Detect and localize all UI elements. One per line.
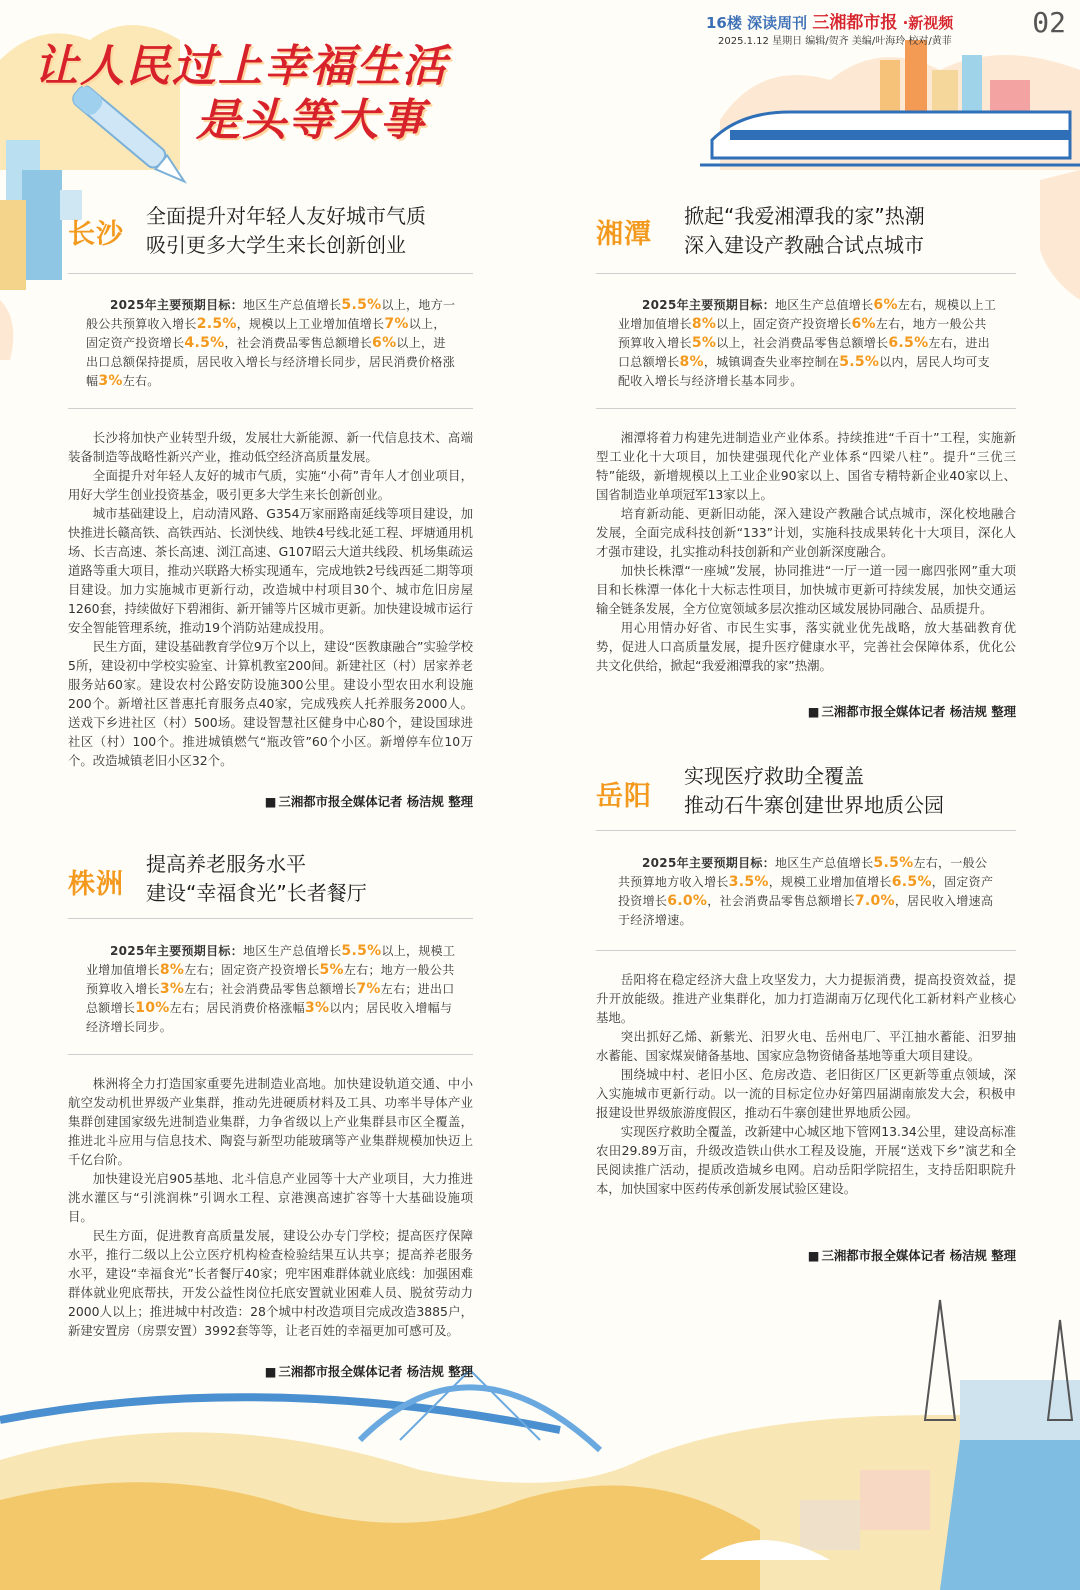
column-label: 深读周刊 — [747, 14, 808, 32]
section-title-line2: 深入建设产教融合试点城市 — [684, 233, 924, 257]
sub-label: ·新视频 — [902, 14, 954, 32]
goal-figure: 3% — [159, 981, 185, 997]
goal-lead: 2025年主要预期目标： — [642, 856, 775, 870]
goal-figure: 6% — [851, 316, 876, 332]
section-title-changsha — [146, 202, 426, 260]
article-body-zhuzhou — [68, 1074, 473, 1340]
goal-figure: 7.0% — [854, 893, 895, 909]
floor-label: 16楼 — [706, 14, 742, 32]
cloud-shape — [0, 300, 13, 360]
goal-text: 左右，地方一般公共预算收入增长 — [618, 317, 987, 350]
article-paragraph: 民生方面，促进教育高质量发展，建设公办专门学校；提高医疗保障水平，推行二级以上公立医疗机构检查检验结果互认共享；提高养老服务水平，建设“幸福食光”长者餐厅40家；兜牢困难群体就业底线：加强困难群体就业兜底帮扶，开发公益性岗位托底安置就业困难人员、脱贫劳动力2000人以上；推进城中村改造：28个城中村改造项目完成改造3885户，新建安置房（房票安置）3992套等等，让老百姓的幸福更加可感可及。 — [68, 1228, 473, 1338]
goal-figure: 7% — [356, 981, 381, 997]
goal-text: ，居民收入增速高于经济增速。 — [618, 894, 994, 927]
city-label-zhuzhou: 株洲 — [68, 869, 124, 900]
section-divider — [596, 408, 1016, 409]
goal-lead: 2025年主要预期目标： — [642, 298, 775, 312]
article-paragraph: 加快建设光启905基地、北斗信息产业园等十大产业项目，大力推进洮水灌区与“引洮润株”引调水工程、京港澳高速扩容等十大基础设施项目。 — [68, 1171, 473, 1224]
masthead-title-row — [706, 8, 953, 33]
proof-credit: 校对/黄菲 — [908, 36, 952, 47]
section-divider — [596, 273, 1016, 274]
waterfall-shape — [940, 1440, 1080, 1590]
city-label-changsha: 长沙 — [68, 219, 124, 250]
byline-xiangtan: ■ 三湘都市报全媒体记者 杨洁规 整理 — [596, 702, 1016, 720]
goal-figure: 6% — [873, 297, 898, 313]
goal-block-zhuzhou — [86, 942, 456, 1037]
goal-text: 以上，地方一般公共预算收入增长 — [86, 298, 456, 331]
goal-figure: 4.5% — [184, 335, 225, 351]
goal-text: ，社会消费品零售总额增长 — [224, 336, 373, 350]
section-divider — [68, 1054, 473, 1055]
goal-text: 以上，规模工业增加值增长 — [86, 944, 456, 977]
article-paragraph: 城市基础建设上，启动清风路、G354万家丽路南延线等项目建设，加快推进长赣高铁、高铁西站、长浏快线、地铁4号线北延工程、坪塘通用机场、长吉高速、茶长高速、浏江高速、G107昭云大道共线段、机场集疏运道路等重大项目，推动兴联路大桥实现通车，完成地铁2号线西延二期等项目建设。加力实施城市更新行动，改造城中村项目30个、城市危旧房屋1260套，持续做好下碧湘街、新开铺等片区城市更新。加快建设城市运行安全智能管理系统，推动19个消防站建成投用。 — [68, 506, 473, 635]
goal-figure: 5.5% — [341, 943, 382, 959]
article-paragraph: 突出抓好乙烯、新紫光、汨罗火电、岳州电厂、平江抽水蓄能、汨罗抽水蓄能、国家煤炭储备基地、国家应急物资储备基地等重大项目建设。 — [596, 1029, 1016, 1063]
goal-text: 左右；居民消费价格涨幅 — [169, 1001, 305, 1015]
goal-text: 以上，社会消费品零售总额增长 — [716, 336, 889, 350]
goal-figure: 5.5% — [873, 855, 914, 871]
goal-figure: 6.5% — [888, 335, 929, 351]
bridge-cable — [470, 1370, 540, 1440]
issue-date: 2025.1.12 — [718, 36, 769, 47]
goal-text: 以上，进出口总额保持提质，居民收入增长与经济增长同步，居民消费价格涨幅 — [86, 336, 456, 388]
brand-logo-text: 三湘都市报 — [812, 13, 898, 33]
goal-text: ，规模工业增加值增长 — [768, 875, 892, 889]
article-paragraph: 围绕城中村、老旧小区、危房改造、老旧街区厂区更新等重点领域，深入实施城市更新行动。以一流的目标定位办好第四届湖南旅发大会，积极申报建设世界级旅游度假区，推动石牛寨创建世界地质公园。 — [596, 1067, 1016, 1120]
goal-block-changsha — [86, 296, 456, 391]
article-paragraph: 长沙将加快产业转型升级，发展壮大新能源、新一代信息技术、高端装备制造等战略性新兴产业，推动低空经济高质量发展。 — [68, 430, 473, 464]
section-title-line1: 实现医疗救助全覆盖 — [684, 764, 864, 788]
main-headline-line1: 让人民过上幸福生活 — [34, 41, 448, 92]
article-paragraph: 全面提升对年轻人友好的城市气质，实施“小荷”青年人才创业项目，用好大学生创业投资基金，吸引更多大学生来长创新创业。 — [68, 468, 473, 502]
article-paragraph: 岳阳将在稳定经济大盘上攻坚发力，大力提振消费，提高投资效益，提升开放能级。推进产业集群化，加力打造湖南万亿现代化工新材料产业核心基地。 — [596, 972, 1016, 1025]
goal-text: 左右；地方一般公共预算收入增长 — [86, 963, 455, 996]
section-divider — [596, 950, 1016, 951]
section-divider — [68, 408, 473, 409]
section-title-line1: 掀起“我爱湘潭我的家”热潮 — [684, 204, 925, 228]
goal-figure: 8% — [691, 316, 717, 332]
designer-credit: 美编/叶海玲 — [851, 36, 906, 47]
article-paragraph: 加快长株潭“一座城”发展，协同推进“一厅一道一园一廊四张网”重大项目和长株潭一体化十大标志性项目，加快城市更新可持续发展，加快交通运输全链条发展，全方位宽领域多层次推动区域发展协同融合、品质提升。 — [596, 563, 1016, 616]
goal-figure: 5% — [691, 335, 717, 351]
goal-lead: 2025年主要预期目标： — [110, 298, 243, 312]
goal-text: 地区生产总值增长 — [775, 298, 874, 312]
goal-text: 左右，进出口总额增长 — [618, 336, 990, 369]
goal-text: 左右，规模以上工业增加值增长 — [618, 298, 997, 331]
goal-text: ，城镇调查失业率控制在 — [703, 355, 840, 369]
article-body-xiangtan — [596, 428, 1016, 675]
goal-figure: 8% — [679, 354, 704, 370]
goal-text: 以内；居民收入增幅与经济增长同步。 — [86, 1001, 453, 1034]
bridge-deck — [0, 1397, 560, 1430]
byline-zhuzhou: ■ 三湘都市报全媒体记者 杨洁规 整理 — [68, 1362, 473, 1380]
byline-yueyang: ■ 三湘都市报全媒体记者 杨洁规 整理 — [596, 1246, 1016, 1264]
goal-block-xiangtan — [618, 296, 998, 391]
goal-text: 地区生产总值增长 — [775, 856, 874, 870]
goal-figure: 2.5% — [196, 316, 237, 332]
goal-text: 左右。 — [122, 374, 160, 388]
goal-text: ，固定资产投资增长 — [618, 875, 994, 908]
goal-figure: 5% — [319, 962, 344, 978]
building-shape — [860, 1470, 930, 1530]
building-shape — [22, 170, 62, 280]
goal-figure: 8% — [159, 962, 185, 978]
article-paragraph: 培育新动能、更新旧动能，深入建设产教融合试点城市，深化校地融合发展，全面完成科技创新“133”计划，实施科技成果转化十大项目，深化人才强市建设，扎实推动科技创新和产业创新深度融合。 — [596, 506, 1016, 559]
goal-text: 左右；固定资产投资增长 — [184, 963, 320, 977]
article-body-yueyang — [596, 970, 1016, 1198]
article-paragraph: 湘潭将着力构建先进制造业产业体系。持续推进“千百十”工程，实施新型工业化十大项目，加快建强现代化产业体系“四梁八柱”。提升“三优三特”能级，新增规模以上工业企业90家以上、国省专精特新企业40家以上、国省制造业单项冠军13家以上。 — [596, 430, 1016, 502]
goal-text: ，规模以上工业增加值增长 — [236, 317, 385, 331]
goal-text: 左右，一般公共预算地方收入增长 — [618, 856, 988, 889]
goal-text: 地区生产总值增长 — [243, 944, 342, 958]
byline-changsha: ■ 三湘都市报全媒体记者 杨洁规 整理 — [68, 792, 473, 810]
section-title-line1: 提高养老服务水平 — [146, 852, 306, 876]
section-divider — [596, 830, 1016, 831]
section-title-line2: 推动石牛寨创建世界地质公园 — [684, 793, 944, 817]
section-title-line2: 吸引更多大学生来长创新创业 — [146, 233, 406, 257]
goal-figure: 6% — [372, 335, 397, 351]
masthead — [706, 6, 1066, 50]
main-headline-line2: 是头等大事 — [196, 95, 426, 146]
section-divider — [68, 918, 473, 919]
goal-figure: 3% — [304, 1000, 330, 1016]
section-divider — [68, 273, 473, 274]
goal-figure: 3% — [98, 373, 123, 389]
train-stripe — [730, 130, 1070, 140]
article-paragraph: 实现医疗救助全覆盖，改新建中心城区地下管网13.34公里，建设高标准农田29.89万亩，升级改造铁山供水工程及设施，开展“送戏下乡”演艺和全民阅读推广活动，提质改造城乡电网。启动岳阳学院招生，支持岳阳职院升本，加快国家中医药传承创新发展试验区建设。 — [596, 1124, 1016, 1196]
pylon-shape — [925, 1300, 955, 1420]
building-shape — [0, 200, 26, 290]
article-paragraph: 民生方面，建设基础教育学位9万个以上，建设“医教康融合”实验学校5所，建设初中学校实验室、计算机教室200间。新建社区（村）居家养老服务站60家。建设农村公路安防设施300公里。建设小型农田水利设施200个。新增社区普惠托育服务点40家，完成残疾人托养服务2000人。送戏下乡进社区（村）500场。建设智慧社区健身中心80个，建设国球进社区（村）100个。推进城镇燃气“瓶改管”60个小区。新增停车位10万个。改造城镇老旧小区32个。 — [68, 639, 473, 768]
issue-weekday: 星期日 — [772, 36, 803, 47]
goal-text: 左右；社会消费品零售总额增长 — [184, 982, 357, 996]
editor-credit: 编辑/贺齐 — [805, 36, 849, 47]
masthead-credits — [718, 32, 952, 47]
section-title-zhuzhou — [146, 850, 367, 908]
section-title-line2: 建设“幸福食光”长者餐厅 — [146, 881, 367, 905]
city-label-xiangtan: 湘潭 — [596, 219, 652, 250]
goal-block-yueyang — [618, 854, 998, 930]
goal-figure: 3.5% — [728, 874, 769, 890]
goal-text: ，社会消费品零售总额增长 — [707, 894, 855, 908]
goal-figure: 10% — [135, 1000, 170, 1016]
goal-lead: 2025年主要预期目标： — [110, 944, 243, 958]
goal-text: 以上，固定资产投资增长 — [86, 317, 446, 350]
goal-text: 地区生产总值增长 — [243, 298, 342, 312]
article-paragraph: 用心用情办好省、市民生实事，落实就业优先战略，放大基础教育优势，促进人口高质量发展，提升医疗健康水平，完善社会保障体系，优化公共文化供给，掀起“我爱湘潭我的家”热潮。 — [596, 620, 1016, 673]
goal-text: 左右；进出口总额增长 — [86, 982, 455, 1015]
cloud-shape — [1040, 170, 1080, 300]
section-title-xiangtan — [684, 202, 925, 260]
goal-text: 以内，居民人均可支配收入增长与经济增长基本同步。 — [618, 355, 990, 388]
goal-figure: 5.5% — [341, 297, 382, 313]
page-number: 02 — [1032, 6, 1066, 39]
article-paragraph: 株洲将全力打造国家重要先进制造业高地。加快建设轨道交通、中小航空发动机世界级产业集群，推动先进硬质材料及工具、功率半导体产业集群创建国家级先进制造业集群，力争省级以上产业集群县市区全覆盖，推进北斗应用与信息技术、陶瓷与新型功能玻璃等产业集群规模加快迈上千亿台阶。 — [68, 1076, 473, 1167]
section-title-yueyang — [684, 762, 944, 820]
city-label-yueyang: 岳阳 — [596, 781, 652, 812]
building-shape — [800, 1500, 860, 1550]
goal-figure: 7% — [384, 316, 409, 332]
goal-figure: 6.0% — [667, 893, 708, 909]
goal-text: 以上，固定资产投资增长 — [716, 317, 852, 331]
article-body-changsha — [68, 428, 473, 770]
goal-figure: 5.5% — [839, 354, 880, 370]
goal-figure: 6.5% — [891, 874, 932, 890]
section-title-line1: 全面提升对年轻人友好城市气质 — [146, 204, 426, 228]
